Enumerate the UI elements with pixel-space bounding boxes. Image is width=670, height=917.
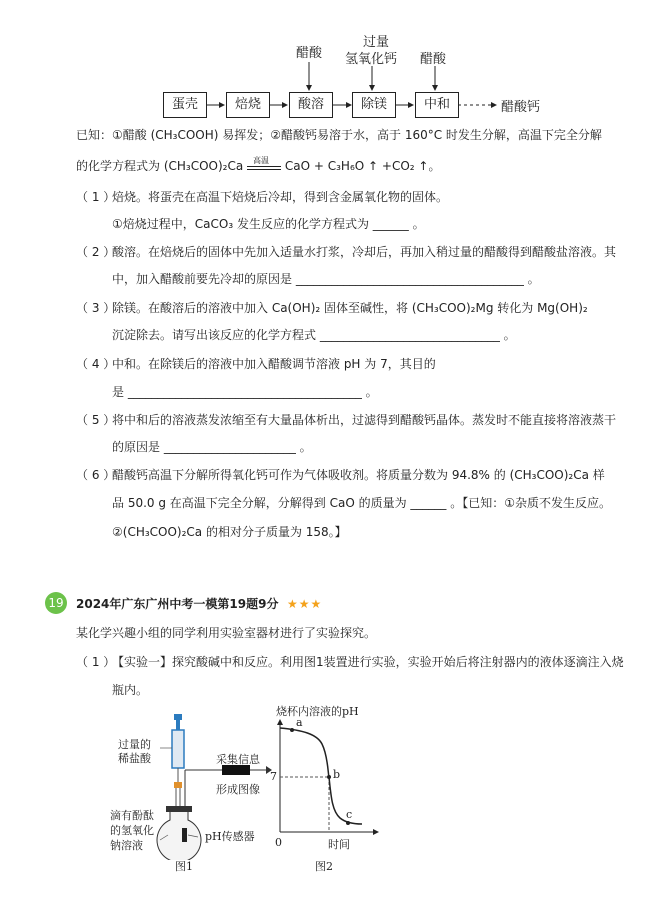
difficulty-stars: ★★★ (287, 597, 323, 611)
q19-p1-line1: 【实验一】探究酸碱中和反应。利用图1装置进行实验，实验开始后将注射器内的液体逐滴注入烧 (112, 655, 624, 669)
q4-line2: 是 _______________________________________ 。 (112, 385, 378, 399)
question-number-badge: 19 (45, 592, 67, 614)
sensor-label: pH传感器 (205, 830, 255, 843)
q19-p1-number: （ 1 ） (76, 655, 116, 669)
figure-1-caption: 图1 (175, 860, 193, 873)
chart-ylabel: 烧杯内溶液的pH (276, 705, 359, 718)
reagent-base-line2: 氢氧化钙 (345, 52, 398, 67)
q19-title: 2024年广东广州中考一模第19题9分 (76, 597, 279, 611)
q2-line2: 中，加入醋酸前要先冷却的原因是 ______________________________________ 。 (112, 272, 540, 286)
q6-line1: 醋酸钙高温下分解所得氧化钙可作为气体吸收剂。将质量分数为 94.8% 的 (CH₃COO)₂Ca 样 (112, 468, 605, 482)
q3-line2: 沉淀除去。请写出该反应的化学方程式 ______________________________ 。 (112, 328, 516, 342)
reaction-condition (247, 155, 281, 174)
point-b-label: b (333, 768, 341, 781)
collect-label-line1: 采集信息 (216, 753, 260, 766)
q2-line1: 酸溶。在焙烧后的固体中先加入适量水打浆，冷却后，再加入稍过量的醋酸得到醋酸盐溶液。其 (112, 245, 617, 259)
q4-number: （ 4 ） (76, 357, 116, 371)
point-c-label: c (346, 808, 353, 821)
collect-label-line2: 形成图像 (216, 783, 260, 796)
q6-line3: ②(CH₃COO)₂Ca 的相对分子质量为 158。】 (112, 525, 347, 539)
q3-line1: 除镁。在酸溶后的溶液中加入 Ca(OH)₂ 固体至碱性，将 (CH₃COO)₂Mg 转化为 Mg(OH)₂ (112, 301, 588, 315)
q5-line2: 的原因是 ______________________ 。 (112, 440, 312, 454)
known-line2 (76, 155, 441, 174)
q1-line2: ①焙烧过程中，CaCO₃ 发生反应的化学方程式为 ______ 。 (112, 217, 425, 231)
condition-label: 高温 (253, 155, 270, 165)
known-line2-prefix: 的化学方程式为 (CH₃COO)₂Ca (76, 159, 244, 173)
point-b (327, 775, 331, 779)
origin-label: 0 (275, 836, 282, 849)
reagent-base-line1: 过量 (363, 35, 390, 50)
figure-2-caption: 图2 (315, 860, 333, 873)
q6-number: （ 6 ） (76, 468, 116, 482)
chart-xlabel: 时间 (328, 838, 350, 851)
y-tick-7: 7 (270, 770, 277, 783)
point-a-label: a (296, 716, 303, 729)
base-label-line1: 滴有酚酞 (110, 809, 154, 822)
flow-product: 醋酸钙 (501, 100, 541, 115)
point-c (346, 821, 350, 825)
known-line2-suffix: CaO + C₃H₆O ↑ +CO₂ ↑。 (284, 159, 441, 173)
q5-line1: 将中和后的溶液蒸发浓缩至有大量晶体析出，过滤得到醋酸钙晶体。蒸发时不能直接将溶液蒸干 (112, 413, 617, 427)
q6-line2: 品 50.0 g 在高温下完全分解，分解得到 CaO 的质量为 ______ 。【已知：①杂质不发生反应。 (112, 496, 611, 510)
acid-label-line2: 稀盐酸 (118, 752, 151, 765)
q19-intro: 某化学兴趣小组的同学利用实验室器材进行了实验探究。 (76, 626, 377, 640)
flow-box-eggshell: 蛋壳 (163, 92, 207, 118)
q1-line1: 焙烧。将蛋壳在高温下焙烧后冷却，得到含金属氧化物的固体。 (112, 190, 449, 204)
known-line1: 已知：①醋酸 (CH₃COOH) 易挥发；②醋酸钙易溶于水，高于 160°C 时发生分解，高温下完全分解 (76, 128, 602, 142)
flow-arrows (0, 0, 670, 130)
q3-number: （ 3 ） (76, 301, 116, 315)
q19-p1-line2: 瓶内。 (112, 683, 149, 697)
q4-line1: 中和。在除镁后的溶液中加入醋酸调节溶液 pH 为 7，其目的 (112, 357, 436, 371)
flow-box-remove-mg: 除镁 (352, 92, 396, 118)
point-a (290, 728, 294, 732)
reagent-acid-2: 醋酸 (420, 52, 447, 67)
q5-number: （ 5 ） (76, 413, 116, 427)
base-label-line2: 的氢氧化 (110, 824, 154, 837)
flow-box-neutralize: 中和 (415, 92, 459, 118)
flow-box-acid-dissolve: 酸溶 (289, 92, 333, 118)
base-label-line3: 钠溶液 (110, 839, 143, 852)
reagent-acid-1: 醋酸 (296, 46, 323, 61)
q1-number: （ 1 ） (76, 190, 116, 204)
ph-chart-svg (262, 716, 382, 850)
flow-box-roast: 焙烧 (226, 92, 270, 118)
q2-number: （ 2 ） (76, 245, 116, 259)
acid-label-line1: 过量的 (118, 738, 151, 751)
